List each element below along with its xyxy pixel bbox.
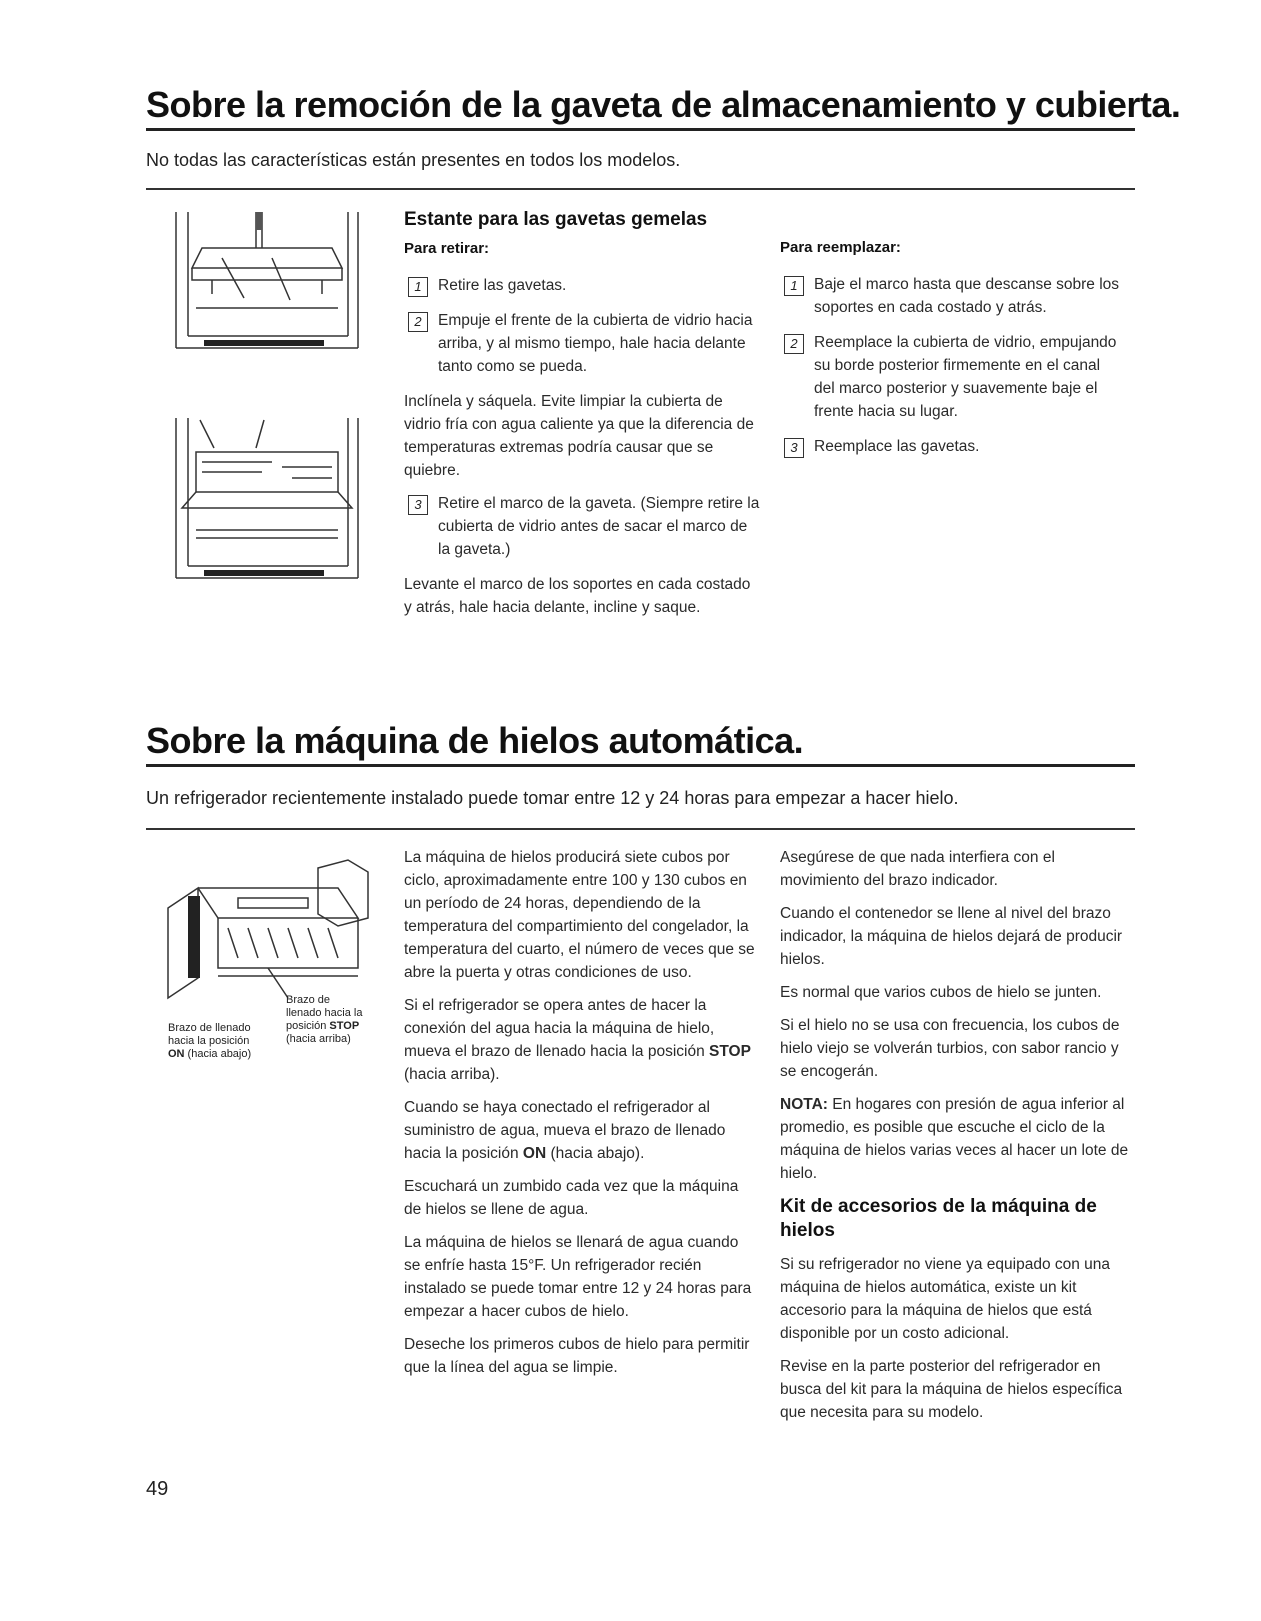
step-number: 1 [784, 276, 804, 296]
caption-line: (hacia arriba) [286, 1033, 351, 1045]
nota-label: NOTA: [780, 1096, 828, 1113]
step-text: Baje el marco hasta que descanse sobre los soportes en cada costado y atrás. [814, 276, 1120, 316]
icemaker-paragraph-5: La máquina de hielos se llenará de agua cuando se enfríe hasta 15°F. Un refrigerador recién instalado se puede tomar entre 12 y 24 horas para empezar a hacer cubos de hielo. [404, 1234, 752, 1320]
replace-step-2 [780, 331, 1125, 423]
icemaker-illustration [158, 848, 380, 1008]
remove-step-3 [404, 492, 760, 561]
section-subtitle-drawer: No todas las características están presentes en todos los modelos. [146, 150, 681, 170]
caption-bold: ON [168, 1048, 185, 1060]
icemaker-paragraph-6: Deseche los primeros cubos de hielo para permitir que la línea del agua se limpie. [404, 1336, 750, 1376]
step-number: 2 [408, 312, 428, 332]
icemaker-column-2 [780, 846, 1132, 1434]
para-text: (hacia arriba). [404, 1066, 500, 1083]
drawer-frame-illustration [152, 412, 382, 582]
replace-step-3 [780, 435, 1125, 458]
shelf-heading: Estante para las gavetas gemelas [404, 209, 708, 230]
step-text: Retire las gavetas. [438, 277, 567, 294]
icemaker-paragraph-3 [404, 1096, 756, 1165]
remove-heading: Para retirar: [404, 240, 490, 257]
para-text: Cuando se haya conectado el refrigerador al suministro de agua, mueva el brazo de llenado hacia la posición [404, 1099, 726, 1162]
remove-paragraph-1: Inclínela y sáquela. Evite limpiar la cubierta de vidrio fría con agua caliente ya que la diferencia de temperaturas extremas podría causar que se quiebre. [404, 393, 754, 479]
icemaker-col2-paragraph-4: Si el hielo no se usa con frecuencia, los cubos de hielo viejo se volverán turbios, con sabor rancio y se encogerán. [780, 1017, 1120, 1080]
section-title-icemaker: Sobre la máquina de hielos automática. [146, 720, 804, 761]
caption-bold: STOP [329, 1020, 360, 1032]
caption-text: posición [286, 1020, 330, 1032]
nota-text: En hogares con presión de agua inferior al promedio, es posible que escuche el ciclo de la máquina de hielos varias veces al hacer un lote de hielo. [780, 1096, 1129, 1182]
step-number: 3 [784, 438, 804, 458]
step-text: Retire el marco de la gaveta. (Siempre retire la cubierta de vidrio antes de sacar el marco de la gaveta.) [438, 495, 760, 558]
replace-instructions [780, 236, 1125, 470]
step-text: Reemplace la cubierta de vidrio, empujando su borde posterior firmemente en el canal del marco posterior y suavemente baje el frente hacia su lugar. [814, 334, 1117, 420]
remove-step-1 [404, 274, 760, 297]
icemaker-paragraph-2 [404, 994, 756, 1086]
icemaker-column-1 [404, 846, 756, 1389]
subtitle-rule [146, 188, 1135, 190]
kit-paragraph-2: Revise en la parte posterior del refrigerador en busca del kit para la máquina de hielos específica que necesita para su modelo. [780, 1358, 1123, 1421]
caption-line: hacia la posición [168, 1035, 250, 1047]
section-subtitle-icemaker: Un refrigerador recientemente instalado puede tomar entre 12 y 24 horas para empezar a hacer hielo. [146, 788, 959, 808]
replace-step-1 [780, 273, 1125, 319]
kit-heading: Kit de accesorios de la máquina de hielos [780, 1196, 1097, 1241]
step-number: 2 [784, 334, 804, 354]
step-text: Reemplace las gavetas. [814, 438, 980, 455]
remove-paragraph-2: Levante el marco de los soportes en cada costado y atrás, hale hacia delante, incline y saque. [404, 576, 751, 616]
caption-fill-arm-on [168, 1022, 268, 1061]
caption-line: Brazo de llenado [168, 1022, 251, 1034]
para-bold: ON [522, 1145, 547, 1162]
title-rule [146, 764, 1135, 767]
kit-paragraph-1: Si su refrigerador no viene ya equipado con una máquina de hielos automática, existe un kit accesorio para la máquina de hielos que está disponible por un costo adicional. [780, 1256, 1111, 1342]
step-text: Empuje el frente de la cubierta de vidrio hacia arriba, y al mismo tiempo, hale hacia delante tanto como se pueda. [438, 312, 753, 375]
title-rule [146, 128, 1135, 131]
para-text: Si el refrigerador se opera antes de hacer la conexión del agua hacia la máquina de hielo, mueva el brazo de llenado hacia la posición [404, 997, 715, 1060]
para-bold: STOP [709, 1043, 751, 1060]
caption-line [168, 1048, 268, 1061]
icemaker-paragraph-1: La máquina de hielos producirá siete cubos por ciclo, aproximadamente entre 100 y 130 cubos en un período de 24 horas, dependiendo de la temperatura del compartimiento del congelador, la temperatura del cuarto, el número de veces que se abre la puerta y otras condiciones de uso. [404, 849, 755, 981]
icemaker-col2-paragraph-3: Es normal que varios cubos de hielo se junten. [780, 984, 1102, 1001]
icemaker-paragraph-4: Escuchará un zumbido cada vez que la máquina de hielos se llene de agua. [404, 1178, 739, 1218]
icemaker-col2-paragraph-2: Cuando el contenedor se llene al nivel del brazo indicador, la máquina de hielos dejará de producir hielos. [780, 905, 1123, 968]
page-number: 49 [146, 1478, 169, 1500]
caption-line: Brazo de [286, 994, 331, 1006]
remove-instructions [404, 208, 760, 629]
drawer-shelf-illustration [152, 208, 382, 356]
nota-paragraph [780, 1093, 1132, 1185]
caption-line [286, 1020, 382, 1033]
section-title-drawer: Sobre la remoción de la gaveta de almacenamiento y cubierta. [146, 84, 1181, 125]
caption-fill-arm-stop [286, 994, 382, 1046]
icemaker-col2-paragraph-1: Asegúrese de que nada interfiera con el movimiento del brazo indicador. [780, 849, 1055, 889]
replace-heading: Para reemplazar: [780, 239, 901, 256]
subtitle-rule [146, 828, 1135, 830]
caption-line: llenado hacia la [286, 1007, 363, 1019]
remove-step-2 [404, 309, 760, 378]
caption-text: (hacia abajo) [184, 1048, 252, 1060]
step-number: 1 [408, 277, 428, 297]
step-number: 3 [408, 495, 428, 515]
para-text: (hacia abajo). [546, 1145, 645, 1162]
